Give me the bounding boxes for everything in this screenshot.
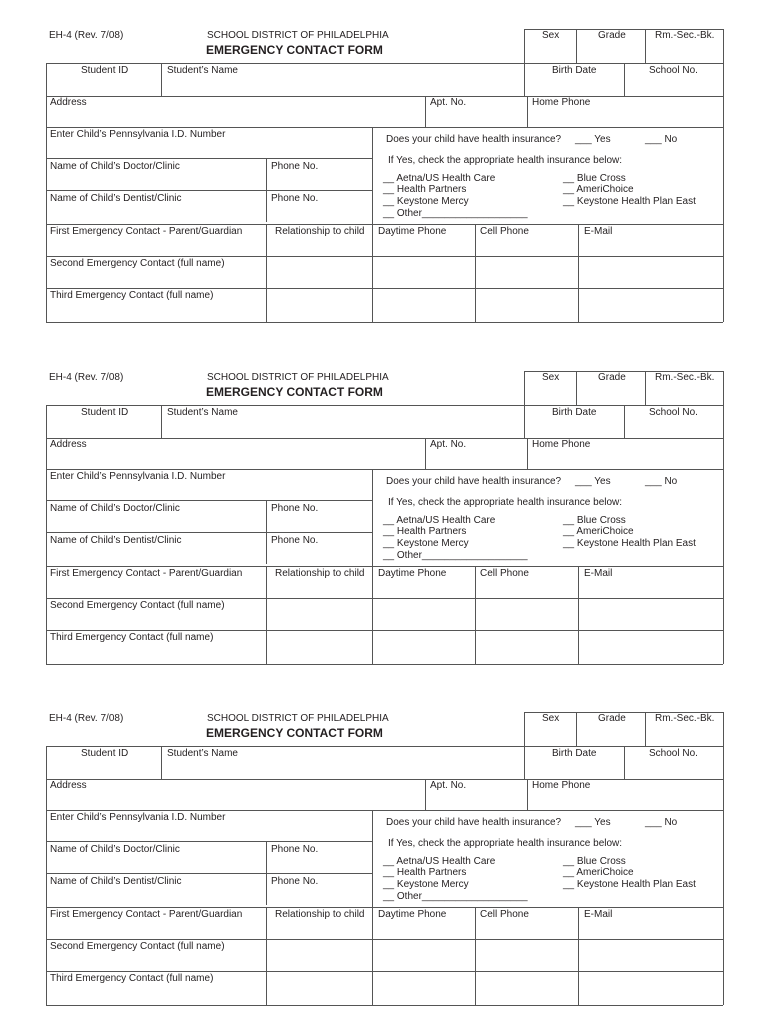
doctor-phone-label: Phone No. [271, 844, 319, 855]
grid-line [372, 810, 373, 1005]
insurance-option-blue-cross: __ Blue Cross [563, 515, 626, 526]
grid-line [46, 96, 723, 97]
third-contact-label: Third Emergency Contact (full name) [50, 973, 214, 984]
grid-line [624, 63, 625, 96]
birth-date-label: Birth Date [552, 65, 597, 76]
student-id-label: Student ID [81, 748, 129, 759]
box-line [576, 712, 577, 746]
insurance-option-keystone-east: __ Keystone Health Plan East [563, 538, 696, 549]
insurance-option-health-partners: __ Health Partners [383, 867, 467, 878]
grid-line [578, 566, 579, 664]
form-code: EH-4 (Rev. 7/08) [49, 30, 124, 41]
insurance-option-americhoice: __ AmeriChoice [563, 867, 634, 878]
student-id-label: Student ID [81, 407, 129, 418]
insurance-option-americhoice: __ AmeriChoice [563, 526, 634, 537]
grid-line [524, 746, 525, 779]
grid-line [723, 746, 724, 1005]
grid-line [46, 566, 723, 567]
pa-id-label: Enter Child’s Pennsylvania I.D. Number [50, 812, 226, 823]
grid-line [161, 405, 162, 438]
first-contact-label: First Emergency Contact - Parent/Guardian [50, 909, 243, 920]
daytime-phone-label: Daytime Phone [378, 568, 447, 579]
box-line [524, 29, 525, 63]
grid-line [46, 841, 372, 842]
insurance-yes: ___ Yes [575, 476, 611, 487]
box-line [723, 712, 724, 746]
dentist-phone-label: Phone No. [271, 535, 319, 546]
insurance-yes: ___ Yes [575, 817, 611, 828]
grade-label: Grade [598, 30, 626, 41]
insurance-option-health-partners: __ Health Partners [383, 184, 467, 195]
grid-line [46, 438, 723, 439]
grid-line [527, 438, 528, 469]
district-name: SCHOOL DISTRICT OF PHILADELPHIA [207, 30, 389, 41]
grid-line [46, 971, 723, 972]
grid-line [46, 1005, 723, 1006]
form-title: EMERGENCY CONTACT FORM [206, 43, 383, 57]
grid-line [46, 779, 723, 780]
grid-line [46, 939, 723, 940]
sex-label: Sex [542, 372, 560, 383]
dentist-label: Name of Child’s Dentist/Clinic [50, 876, 182, 887]
home-phone-label: Home Phone [532, 780, 591, 791]
grid-line [161, 63, 162, 96]
grid-line [723, 63, 724, 322]
insurance-question: Does your child have health insurance? [386, 134, 562, 145]
grid-line [161, 746, 162, 779]
grid-line [46, 405, 47, 664]
form-code: EH-4 (Rev. 7/08) [49, 713, 124, 724]
first-contact-label: First Emergency Contact - Parent/Guardian [50, 568, 243, 579]
grid-line [46, 158, 372, 159]
grid-line [425, 779, 426, 810]
grid-line [266, 158, 267, 222]
school-no-label: School No. [649, 65, 698, 76]
student-name-label: Student’s Name [167, 407, 238, 418]
grid-line [372, 127, 373, 322]
relationship-label: Relationship to child [275, 226, 365, 237]
pa-id-label: Enter Child’s Pennsylvania I.D. Number [50, 471, 226, 482]
home-phone-label: Home Phone [532, 439, 591, 450]
grid-line [425, 438, 426, 469]
grid-line [266, 566, 267, 664]
box-line [645, 29, 646, 63]
cell-phone-label: Cell Phone [480, 909, 529, 920]
grid-line [624, 405, 625, 438]
district-name: SCHOOL DISTRICT OF PHILADELPHIA [207, 713, 389, 724]
grid-line [46, 224, 723, 225]
insurance-option-keystone-east: __ Keystone Health Plan East [563, 879, 696, 890]
insurance-option-keystone-mercy: __ Keystone Mercy [383, 879, 469, 890]
insurance-no: ___ No [645, 476, 678, 487]
grid-line [46, 500, 372, 501]
emergency-contact-form [0, 0, 770, 300]
grid-line [46, 598, 723, 599]
doctor-label: Name of Child’s Doctor/Clinic [50, 503, 180, 514]
room-label: Rm.-Sec.-Bk. [655, 713, 715, 724]
grid-line [46, 532, 372, 533]
insurance-instruction: If Yes, check the appropriate health insurance below: [388, 497, 623, 508]
grid-line [46, 746, 47, 1005]
insurance-option-americhoice: __ AmeriChoice [563, 184, 634, 195]
daytime-phone-label: Daytime Phone [378, 226, 447, 237]
email-label: E-Mail [584, 568, 613, 579]
insurance-option-aetna: __ Aetna/US Health Care [383, 515, 496, 526]
grid-line [46, 127, 723, 128]
form-code: EH-4 (Rev. 7/08) [49, 372, 124, 383]
grid-line [578, 907, 579, 1005]
second-contact-label: Second Emergency Contact (full name) [50, 941, 225, 952]
grid-line [46, 288, 723, 289]
dentist-phone-label: Phone No. [271, 193, 319, 204]
room-label: Rm.-Sec.-Bk. [655, 30, 715, 41]
insurance-option-blue-cross: __ Blue Cross [563, 856, 626, 867]
emergency-contact-form [0, 683, 770, 983]
student-name-label: Student’s Name [167, 65, 238, 76]
school-no-label: School No. [649, 748, 698, 759]
box-line [645, 371, 646, 405]
cell-phone-label: Cell Phone [480, 568, 529, 579]
insurance-option-aetna: __ Aetna/US Health Care [383, 173, 496, 184]
grid-line [46, 469, 723, 470]
relationship-label: Relationship to child [275, 568, 365, 579]
insurance-instruction: If Yes, check the appropriate health insurance below: [388, 155, 623, 166]
first-contact-label: First Emergency Contact - Parent/Guardian [50, 226, 243, 237]
address-label: Address [50, 97, 87, 108]
form-title: EMERGENCY CONTACT FORM [206, 726, 383, 740]
insurance-option-health-partners: __ Health Partners [383, 526, 467, 537]
email-label: E-Mail [584, 226, 613, 237]
box-line [524, 371, 525, 405]
insurance-instruction: If Yes, check the appropriate health insurance below: [388, 838, 623, 849]
birth-date-label: Birth Date [552, 748, 597, 759]
second-contact-label: Second Emergency Contact (full name) [50, 258, 225, 269]
grid-line [46, 746, 723, 747]
student-name-label: Student’s Name [167, 748, 238, 759]
grid-line [372, 469, 373, 664]
dentist-label: Name of Child’s Dentist/Clinic [50, 193, 182, 204]
room-label: Rm.-Sec.-Bk. [655, 372, 715, 383]
insurance-option-other: __ Other___________________ [383, 891, 528, 902]
grid-line [527, 779, 528, 810]
grid-line [46, 322, 723, 323]
grid-line [266, 224, 267, 322]
grid-line [266, 500, 267, 564]
grid-line [46, 256, 723, 257]
grid-line [475, 566, 476, 664]
grid-line [527, 96, 528, 127]
grid-line [475, 224, 476, 322]
emergency-contact-form [0, 342, 770, 642]
insurance-option-other: __ Other___________________ [383, 208, 528, 219]
apt-no-label: Apt. No. [430, 97, 467, 108]
grid-line [46, 63, 723, 64]
dentist-phone-label: Phone No. [271, 876, 319, 887]
box-line [524, 712, 525, 746]
doctor-phone-label: Phone No. [271, 503, 319, 514]
grade-label: Grade [598, 372, 626, 383]
daytime-phone-label: Daytime Phone [378, 909, 447, 920]
box-line [723, 371, 724, 405]
relationship-label: Relationship to child [275, 909, 365, 920]
doctor-label: Name of Child’s Doctor/Clinic [50, 844, 180, 855]
birth-date-label: Birth Date [552, 407, 597, 418]
district-name: SCHOOL DISTRICT OF PHILADELPHIA [207, 372, 389, 383]
grid-line [578, 224, 579, 322]
second-contact-label: Second Emergency Contact (full name) [50, 600, 225, 611]
email-label: E-Mail [584, 909, 613, 920]
address-label: Address [50, 780, 87, 791]
apt-no-label: Apt. No. [430, 439, 467, 450]
dentist-label: Name of Child’s Dentist/Clinic [50, 535, 182, 546]
insurance-option-keystone-mercy: __ Keystone Mercy [383, 196, 469, 207]
insurance-question: Does your child have health insurance? [386, 817, 562, 828]
grid-line [475, 907, 476, 1005]
sex-label: Sex [542, 713, 560, 724]
grid-line [266, 907, 267, 1005]
insurance-no: ___ No [645, 134, 678, 145]
box-line [645, 712, 646, 746]
grid-line [46, 873, 372, 874]
grid-line [46, 630, 723, 631]
sex-label: Sex [542, 30, 560, 41]
insurance-yes: ___ Yes [575, 134, 611, 145]
insurance-option-keystone-east: __ Keystone Health Plan East [563, 196, 696, 207]
box-line [576, 371, 577, 405]
grid-line [46, 190, 372, 191]
address-label: Address [50, 439, 87, 450]
pa-id-label: Enter Child’s Pennsylvania I.D. Number [50, 129, 226, 140]
school-no-label: School No. [649, 407, 698, 418]
insurance-option-other: __ Other___________________ [383, 550, 528, 561]
box-line [723, 29, 724, 63]
doctor-label: Name of Child’s Doctor/Clinic [50, 161, 180, 172]
grade-label: Grade [598, 713, 626, 724]
grid-line [46, 810, 723, 811]
student-id-label: Student ID [81, 65, 129, 76]
form-title: EMERGENCY CONTACT FORM [206, 385, 383, 399]
third-contact-label: Third Emergency Contact (full name) [50, 632, 214, 643]
grid-line [46, 907, 723, 908]
box-line [576, 29, 577, 63]
grid-line [266, 841, 267, 905]
grid-line [425, 96, 426, 127]
grid-line [624, 746, 625, 779]
insurance-option-keystone-mercy: __ Keystone Mercy [383, 538, 469, 549]
grid-line [723, 405, 724, 664]
grid-line [524, 405, 525, 438]
doctor-phone-label: Phone No. [271, 161, 319, 172]
grid-line [524, 63, 525, 96]
insurance-no: ___ No [645, 817, 678, 828]
insurance-option-blue-cross: __ Blue Cross [563, 173, 626, 184]
grid-line [46, 405, 723, 406]
cell-phone-label: Cell Phone [480, 226, 529, 237]
third-contact-label: Third Emergency Contact (full name) [50, 290, 214, 301]
insurance-question: Does your child have health insurance? [386, 476, 562, 487]
grid-line [46, 664, 723, 665]
home-phone-label: Home Phone [532, 97, 591, 108]
grid-line [46, 63, 47, 322]
apt-no-label: Apt. No. [430, 780, 467, 791]
insurance-option-aetna: __ Aetna/US Health Care [383, 856, 496, 867]
